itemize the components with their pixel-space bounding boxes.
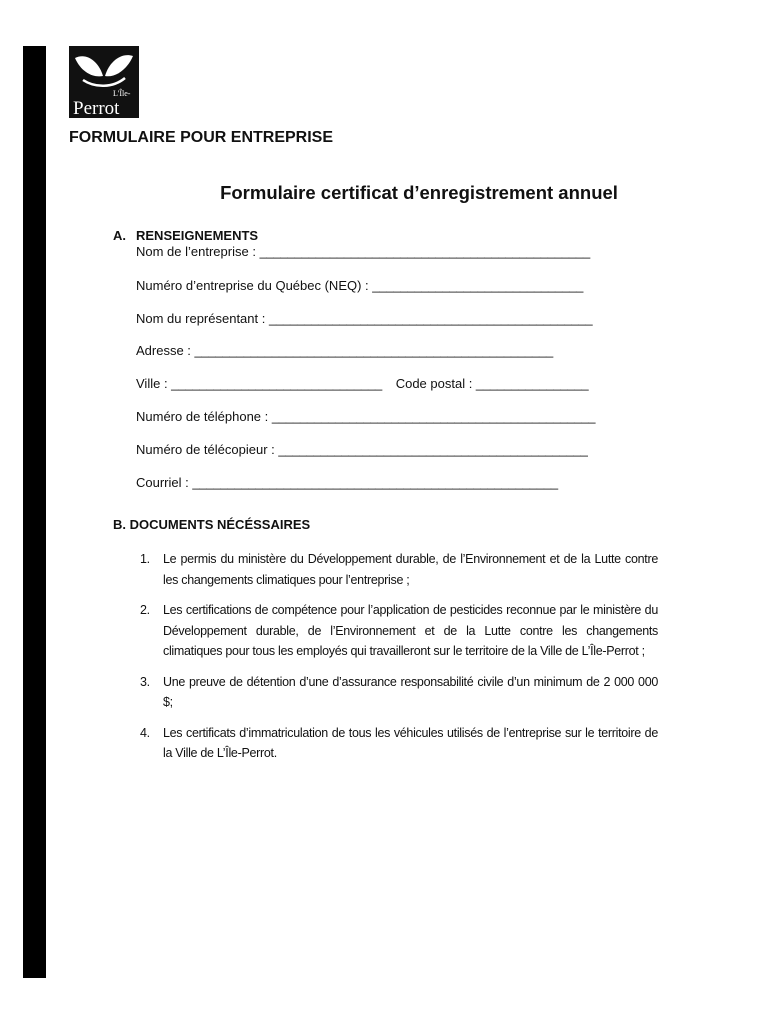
list-item — [113, 672, 658, 713]
field-neq[interactable] — [136, 278, 583, 294]
field-label: Numéro d’entreprise du Québec (NEQ) : — [136, 278, 373, 293]
list-text: Une preuve de détention d’une d’assurance responsabilité civile d’un minimum de 2 000 000 $; — [163, 674, 658, 709]
field-blank[interactable]: ______________________________ — [372, 278, 584, 293]
field-fax[interactable] — [136, 442, 588, 458]
field-representative[interactable] — [136, 311, 592, 327]
documents-list — [113, 549, 658, 774]
form-title: Formulaire certificat d’enregistrement annuel — [220, 182, 618, 203]
field-blank-postal[interactable]: ________________ — [475, 376, 589, 391]
field-blank[interactable]: ______________________________________________ — [268, 311, 593, 326]
section-b-heading: B. DOCUMENTS NÉCÉSSAIRES — [113, 517, 311, 532]
field-label-postal: Code postal : — [395, 376, 476, 391]
section-info — [113, 227, 653, 490]
field-label: Nom du représentant : — [136, 311, 269, 326]
section-documents — [113, 516, 673, 760]
leaf-logo-icon — [69, 46, 139, 118]
section-a-heading — [113, 227, 653, 244]
section-a-letter: A. — [113, 228, 126, 243]
section-a-title: RENSEIGNEMENTS — [136, 228, 259, 243]
field-email[interactable] — [136, 475, 558, 491]
field-label: Ville : — [136, 376, 172, 391]
list-text: Les certificats d’immatriculation de tous les véhicules utilisés de l’entreprise sur le territoire de la Ville de L’Île-Perrot. — [163, 725, 658, 760]
field-blank[interactable]: ____________________________________________ — [278, 442, 588, 457]
list-item — [113, 600, 658, 662]
field-label: Courriel : — [136, 475, 193, 490]
list-number: 1. — [140, 552, 150, 566]
field-address[interactable] — [136, 343, 553, 359]
list-number: 4. — [140, 725, 150, 740]
form-type-header: FORMULAIRE POUR ENTREPRISE — [69, 129, 334, 146]
list-item — [113, 549, 658, 590]
field-city-postal[interactable] — [136, 376, 588, 392]
field-blank[interactable]: ____________________________________________________ — [192, 475, 558, 490]
field-label: Numéro de télécopieur : — [136, 442, 279, 457]
field-blank-city[interactable]: ______________________________ — [171, 376, 383, 391]
field-blank[interactable]: _______________________________________________ — [259, 244, 590, 259]
field-phone[interactable] — [136, 409, 595, 425]
list-item — [113, 723, 658, 764]
field-company-name[interactable] — [136, 244, 590, 260]
field-blank[interactable]: ___________________________________________________ — [194, 343, 554, 358]
city-logo — [69, 46, 139, 118]
list-text: Les certifications de compétence pour l’application de pesticides reconnue par le ministère du Développement durable, de l’Environnement et de la Lutte contre les changements climatiques pour tous les employés qui travailleront sur le territoire de la Ville de L’Île-Perrot ; — [163, 603, 658, 658]
field-label: Nom de l’entreprise : — [136, 244, 260, 259]
list-number: 2. — [140, 603, 150, 617]
list-number: 3. — [140, 674, 150, 689]
logo-small-text: L'Île- — [113, 89, 131, 98]
list-text: Le permis du ministère du Développement durable, de l’Environnement et de la Lutte contre les changements climatiques pour l’entreprise ; — [163, 552, 658, 587]
field-blank[interactable]: ______________________________________________ — [271, 409, 596, 424]
field-label: Numéro de téléphone : — [136, 409, 272, 424]
field-label: Adresse : — [136, 343, 195, 358]
logo-main-text: Perrot — [73, 98, 120, 118]
